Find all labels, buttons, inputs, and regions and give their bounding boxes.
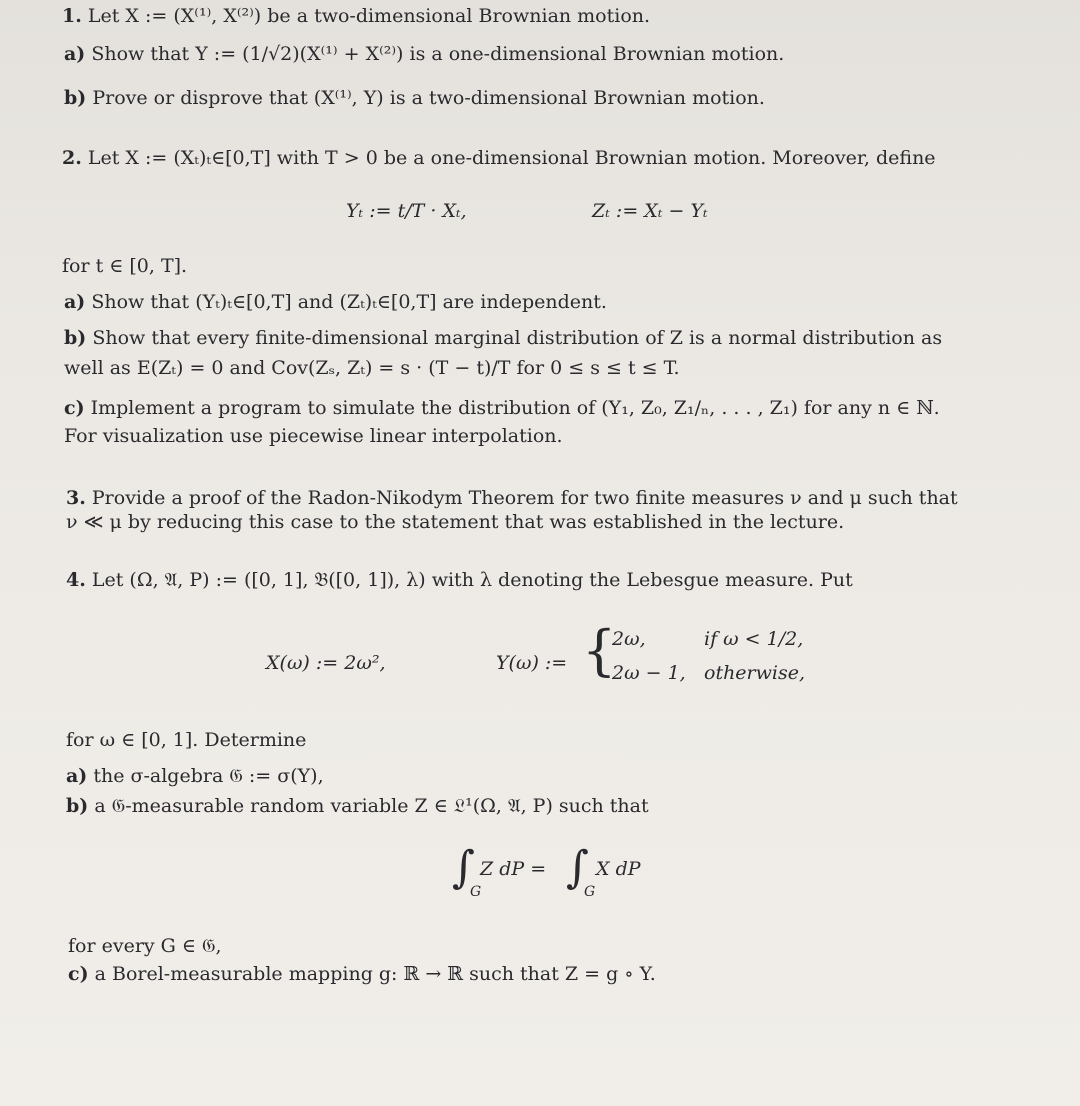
problem-2c-text-1: Implement a program to simulate the distribution of (Y₁, Z₀, Z₁/ₙ, . . . , Z₁) for any n ∈ ℕ.: [90, 397, 940, 419]
equation-z: Zₜ := Xₜ − Yₜ: [592, 200, 708, 222]
problem-2a-label: a): [64, 291, 86, 313]
problem-2b-line2: well as E(Zₜ) = 0 and Cov(Zₛ, Zₜ) = s · (T − t)/T for 0 ≤ s ≤ t ≤ T.: [64, 357, 680, 379]
problem-2-number: 2.: [62, 147, 82, 169]
case-1-value: 2ω,: [612, 628, 646, 650]
problem-1a: [64, 42, 784, 66]
problem-2b-label: b): [64, 327, 87, 349]
problem-1a-label: a): [64, 43, 86, 65]
problem-4b-text: a 𝔊-measurable random variable Z ∈ 𝔏¹(Ω, 𝔄, P) such that: [94, 795, 649, 817]
problem-1-intro-text: Let X := (X⁽¹⁾, X⁽²⁾) be a two-dimensional Brownian motion.: [87, 5, 651, 27]
problem-4b: [66, 794, 649, 818]
problem-1-number: 1.: [62, 5, 82, 27]
problem-4-intro-text: Let (Ω, 𝔄, P) := ([0, 1], 𝔅([0, 1]), λ) with λ denoting the Lebesgue measure. Put: [91, 569, 853, 591]
problem-4c-label: c): [68, 963, 89, 985]
problem-3-text-1: Provide a proof of the Radon-Nikodym Theorem for two finite measures ν and μ such that: [91, 487, 958, 509]
problem-2c-line1: [64, 396, 940, 420]
problem-4c: [68, 962, 656, 986]
problem-4c-text: a Borel-measurable mapping g: ℝ → ℝ such that Z = g ∘ Y.: [94, 963, 656, 985]
problem-4a: [66, 764, 324, 788]
problem-2b-line1: [64, 326, 942, 350]
case-2-condition: otherwise,: [704, 662, 806, 684]
equation-y-omega-lhs: Y(ω) :=: [496, 652, 568, 674]
problem-2a: [64, 290, 607, 314]
equation-x-omega: X(ω) := 2ω²,: [266, 652, 386, 674]
problem-2-domain: for t ∈ [0, T].: [62, 255, 188, 277]
problem-2-intro: [62, 146, 936, 170]
problem-2a-text: Show that (Yₜ)ₜ∈[0,T] and (Zₜ)ₜ∈[0,T] are independent.: [91, 291, 607, 313]
problem-3-line2: ν ≪ μ by reducing this case to the statement that was established in the lecture.: [66, 511, 845, 533]
problem-2-intro-text: Let X := (Xₜ)ₜ∈[0,T] with T > 0 be a one-dimensional Brownian motion. Moreover, define: [87, 147, 936, 169]
integral-domain-right: G: [584, 884, 596, 900]
case-2-value: 2ω − 1,: [612, 662, 686, 684]
problem-4a-text: the σ-algebra 𝔊 := σ(Y),: [93, 765, 324, 787]
integral-left-expression: Z dP =: [480, 858, 547, 880]
problem-3-line1: [66, 486, 958, 510]
cases-brace: {: [582, 619, 617, 682]
problem-4-number: 4.: [66, 569, 86, 591]
problem-1b: [64, 86, 765, 110]
problem-3-number: 3.: [66, 487, 86, 509]
problem-2c-line2: For visualization use piecewise linear interpolation.: [64, 425, 563, 447]
problem-1b-text: Prove or disprove that (X⁽¹⁾, Y) is a two-dimensional Brownian motion.: [92, 87, 765, 109]
problem-1b-label: b): [64, 87, 87, 109]
problem-2b-text-1: Show that every finite-dimensional marginal distribution of Z is a normal distribution as: [92, 327, 943, 349]
integral-right-expression: X dP: [596, 858, 641, 880]
case-1-condition: if ω < 1/2,: [704, 628, 804, 650]
problem-1a-text: Show that Y := (1/√2)(X⁽¹⁾ + X⁽²⁾) is a one-dimensional Brownian motion.: [91, 43, 785, 65]
integral-sign-right: ∫: [566, 842, 589, 893]
equation-y: Yₜ := t/T · Xₜ,: [346, 200, 467, 222]
problem-4a-label: a): [66, 765, 88, 787]
problem-4-for-every: for every G ∈ 𝔊,: [68, 935, 222, 957]
problem-1-intro: [62, 4, 650, 28]
integral-domain-left: G: [470, 884, 482, 900]
integral-sign-left: ∫: [452, 842, 475, 893]
problem-2c-label: c): [64, 397, 85, 419]
problem-4-domain: for ω ∈ [0, 1]. Determine: [66, 729, 307, 751]
problem-4b-label: b): [66, 795, 89, 817]
problem-4-intro: [66, 568, 853, 592]
